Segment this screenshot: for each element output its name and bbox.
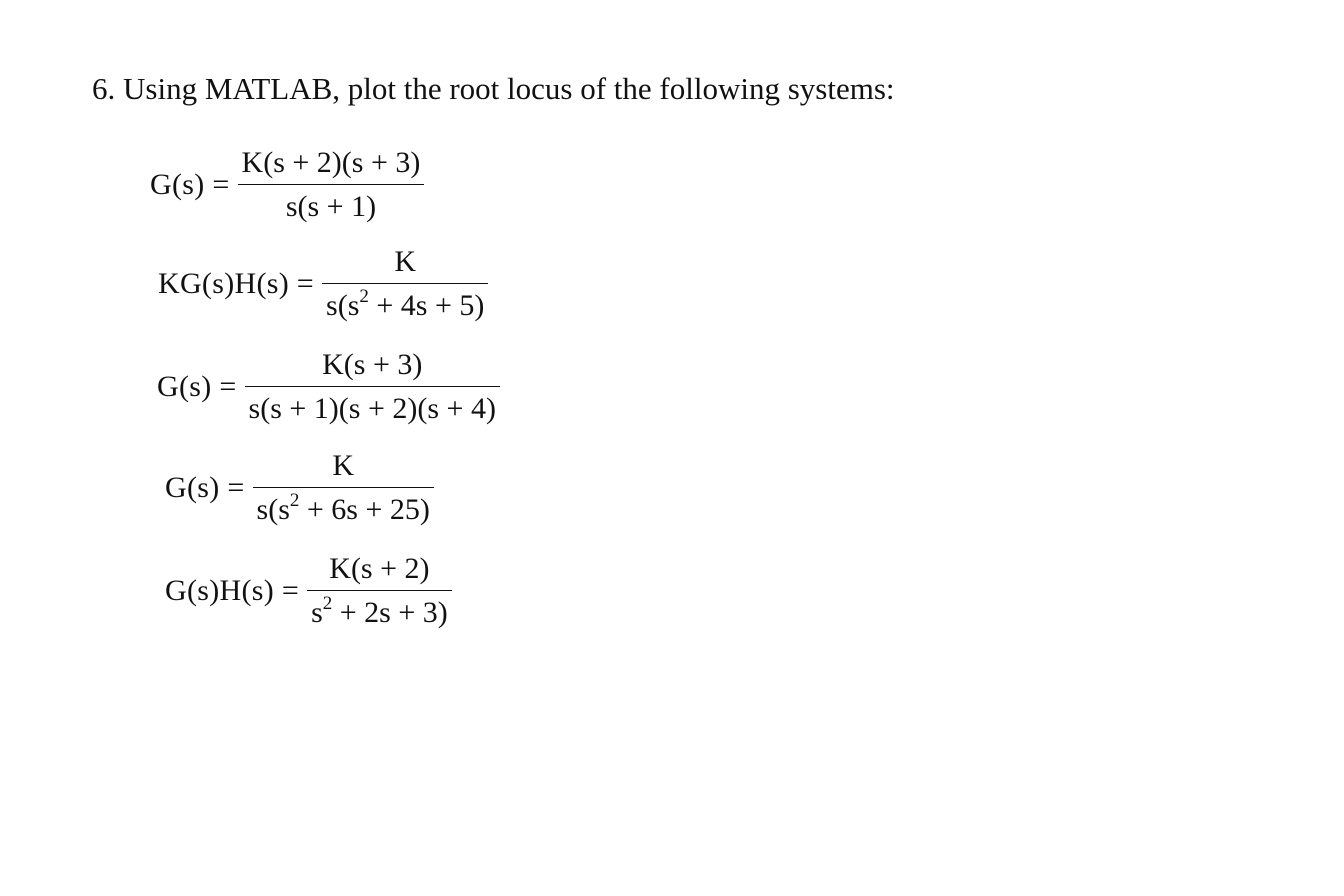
exponent: 2 <box>359 286 369 307</box>
equation-2 <box>158 244 488 324</box>
question-text: 6. Using MATLAB, plot the root locus of the following systems: <box>92 71 895 106</box>
denominator-suffix: + 6s + 25) <box>299 493 430 526</box>
equation-1 <box>150 145 424 225</box>
equation-lhs: G(s) = <box>165 471 245 504</box>
equation-3 <box>157 347 500 427</box>
equation-lhs: G(s)H(s) = <box>165 574 300 607</box>
denominator-prefix: s(s <box>256 493 290 526</box>
denominator: s(s + 1) <box>285 190 377 223</box>
fraction <box>322 244 488 324</box>
equation-5 <box>165 551 452 631</box>
numerator: K(s + 2)(s + 3) <box>241 146 421 179</box>
equation-lhs: G(s) = <box>157 370 237 403</box>
denominator <box>322 284 488 324</box>
equation-lhs: G(s) = <box>150 168 230 201</box>
fraction <box>253 448 434 528</box>
denominator <box>253 488 434 528</box>
denominator-prefix: s(s <box>326 289 360 322</box>
denominator: s(s + 1)(s + 2)(s + 4) <box>248 392 496 425</box>
equation-4 <box>165 448 434 528</box>
equation-lhs: KG(s)H(s) = <box>158 267 315 300</box>
exponent: 2 <box>322 593 333 614</box>
fraction <box>307 551 452 631</box>
denominator-suffix: + 4s + 5) <box>368 289 485 322</box>
numerator: K(s + 3) <box>322 348 423 381</box>
numerator: K <box>394 245 417 278</box>
fraction <box>245 347 500 427</box>
numerator: K(s + 2) <box>329 552 430 585</box>
exponent: 2 <box>289 490 300 511</box>
denominator <box>307 591 452 631</box>
denominator-prefix: s <box>311 596 323 629</box>
denominator-suffix: + 2s + 3) <box>332 596 448 629</box>
numerator: K <box>332 449 355 482</box>
fraction <box>238 145 425 225</box>
